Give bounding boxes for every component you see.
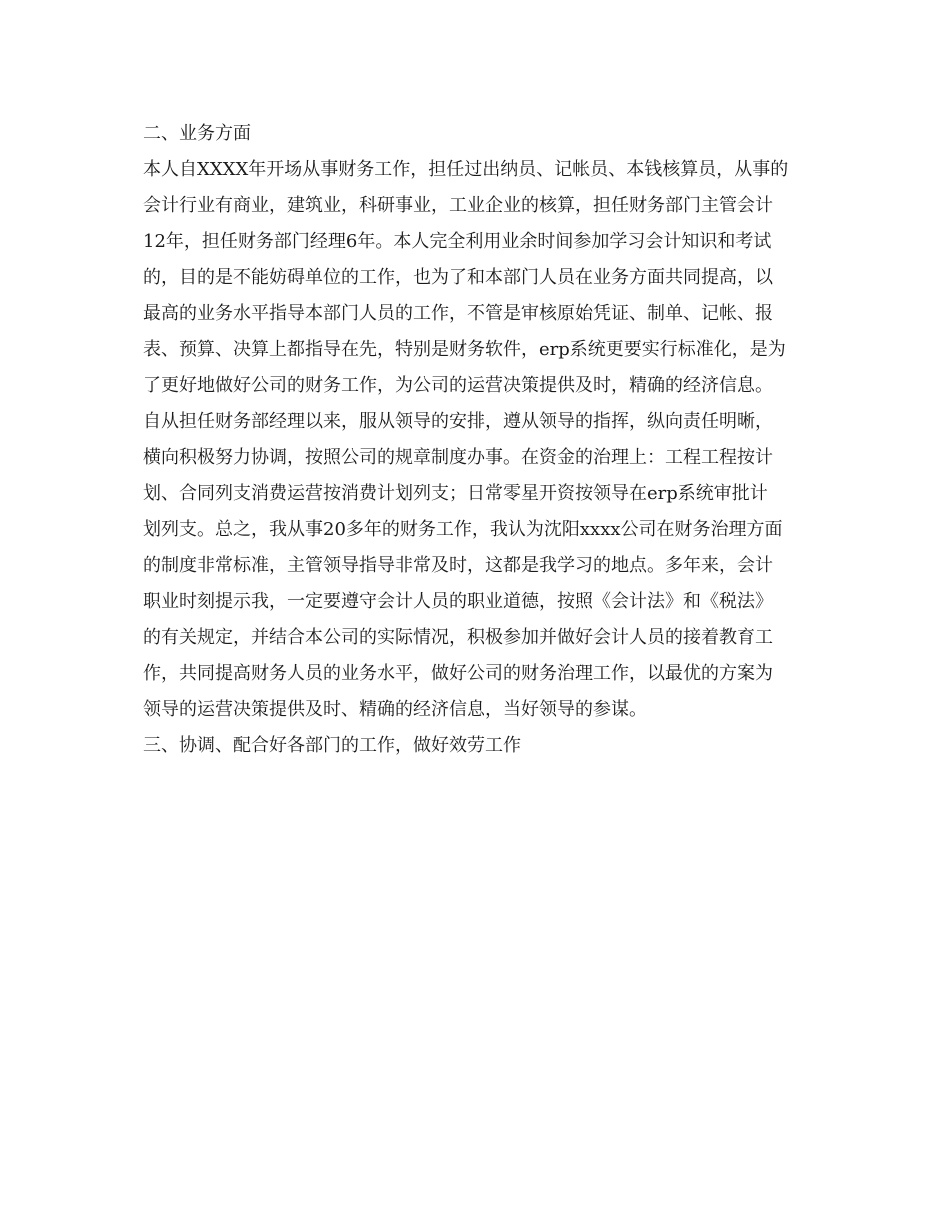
section-heading: 二、业务方面 bbox=[143, 123, 251, 144]
paragraph-line: 横向积极努力协调，按照公司的规章制度办事。在资金的治理上：工程工程按计 bbox=[143, 447, 773, 468]
paragraph-line: 了更好地做好公司的财务工作，为公司的运营决策提供及时，精确的经济信息。 bbox=[143, 375, 773, 396]
paragraph-line: 的制度非常标准，主管领导指导非常及时，这都是我学习的地点。多年来，会计 bbox=[143, 555, 773, 576]
paragraph-line: 会计行业有商业，建筑业，科研事业，工业企业的核算，担任财务部门主管会计 bbox=[143, 195, 773, 216]
paragraph-line: 的有关规定，并结合本公司的实际情况，积极参加并做好会计人员的接着教育工 bbox=[143, 627, 773, 648]
paragraph-line: 的，目的是不能妨碍单位的工作，也为了和本部门人员在业务方面共同提高，以 bbox=[143, 267, 773, 288]
paragraph-line: 领导的运营决策提供及时、精确的经济信息，当好领导的参谋。 bbox=[143, 699, 647, 720]
paragraph-line: 表、预算、决算上都指导在先，特别是财务软件，erp系统更要实行标准化，是为 bbox=[143, 339, 786, 360]
document-body bbox=[143, 116, 811, 764]
section-heading: 三、协调、配合好各部门的工作，做好效劳工作 bbox=[143, 735, 521, 756]
paragraph-line: 作，共同提高财务人员的业务水平，做好公司的财务治理工作，以最优的方案为 bbox=[143, 663, 773, 684]
paragraph-line: 12年，担任财务部门经理6年。本人完全利用业余时间参加学习会计知识和考试 bbox=[143, 231, 772, 252]
paragraph-line: 职业时刻提示我，一定要遵守会计人员的职业道德，按照《会计法》和《税法》 bbox=[143, 591, 773, 612]
paragraph-line: 自从担任财务部经理以来，服从领导的安排，遵从领导的指挥，纵向责任明晰， bbox=[143, 411, 773, 432]
paragraph-line: 划列支。总之，我从事20多年的财务工作，我认为沈阳xxxx公司在财务治理方面 bbox=[143, 519, 783, 540]
paragraph-line: 划、合同列支消费运营按消费计划列支；日常零星开资按领导在erp系统审批计 bbox=[143, 483, 768, 504]
paragraph-line: 本人自XXXX年开场从事财务工作，担任过出纳员、记帐员、本钱核算员，从事的 bbox=[143, 159, 789, 180]
paragraph-line: 最高的业务水平指导本部门人员的工作，不管是审核原始凭证、制单、记帐、报 bbox=[143, 303, 773, 324]
